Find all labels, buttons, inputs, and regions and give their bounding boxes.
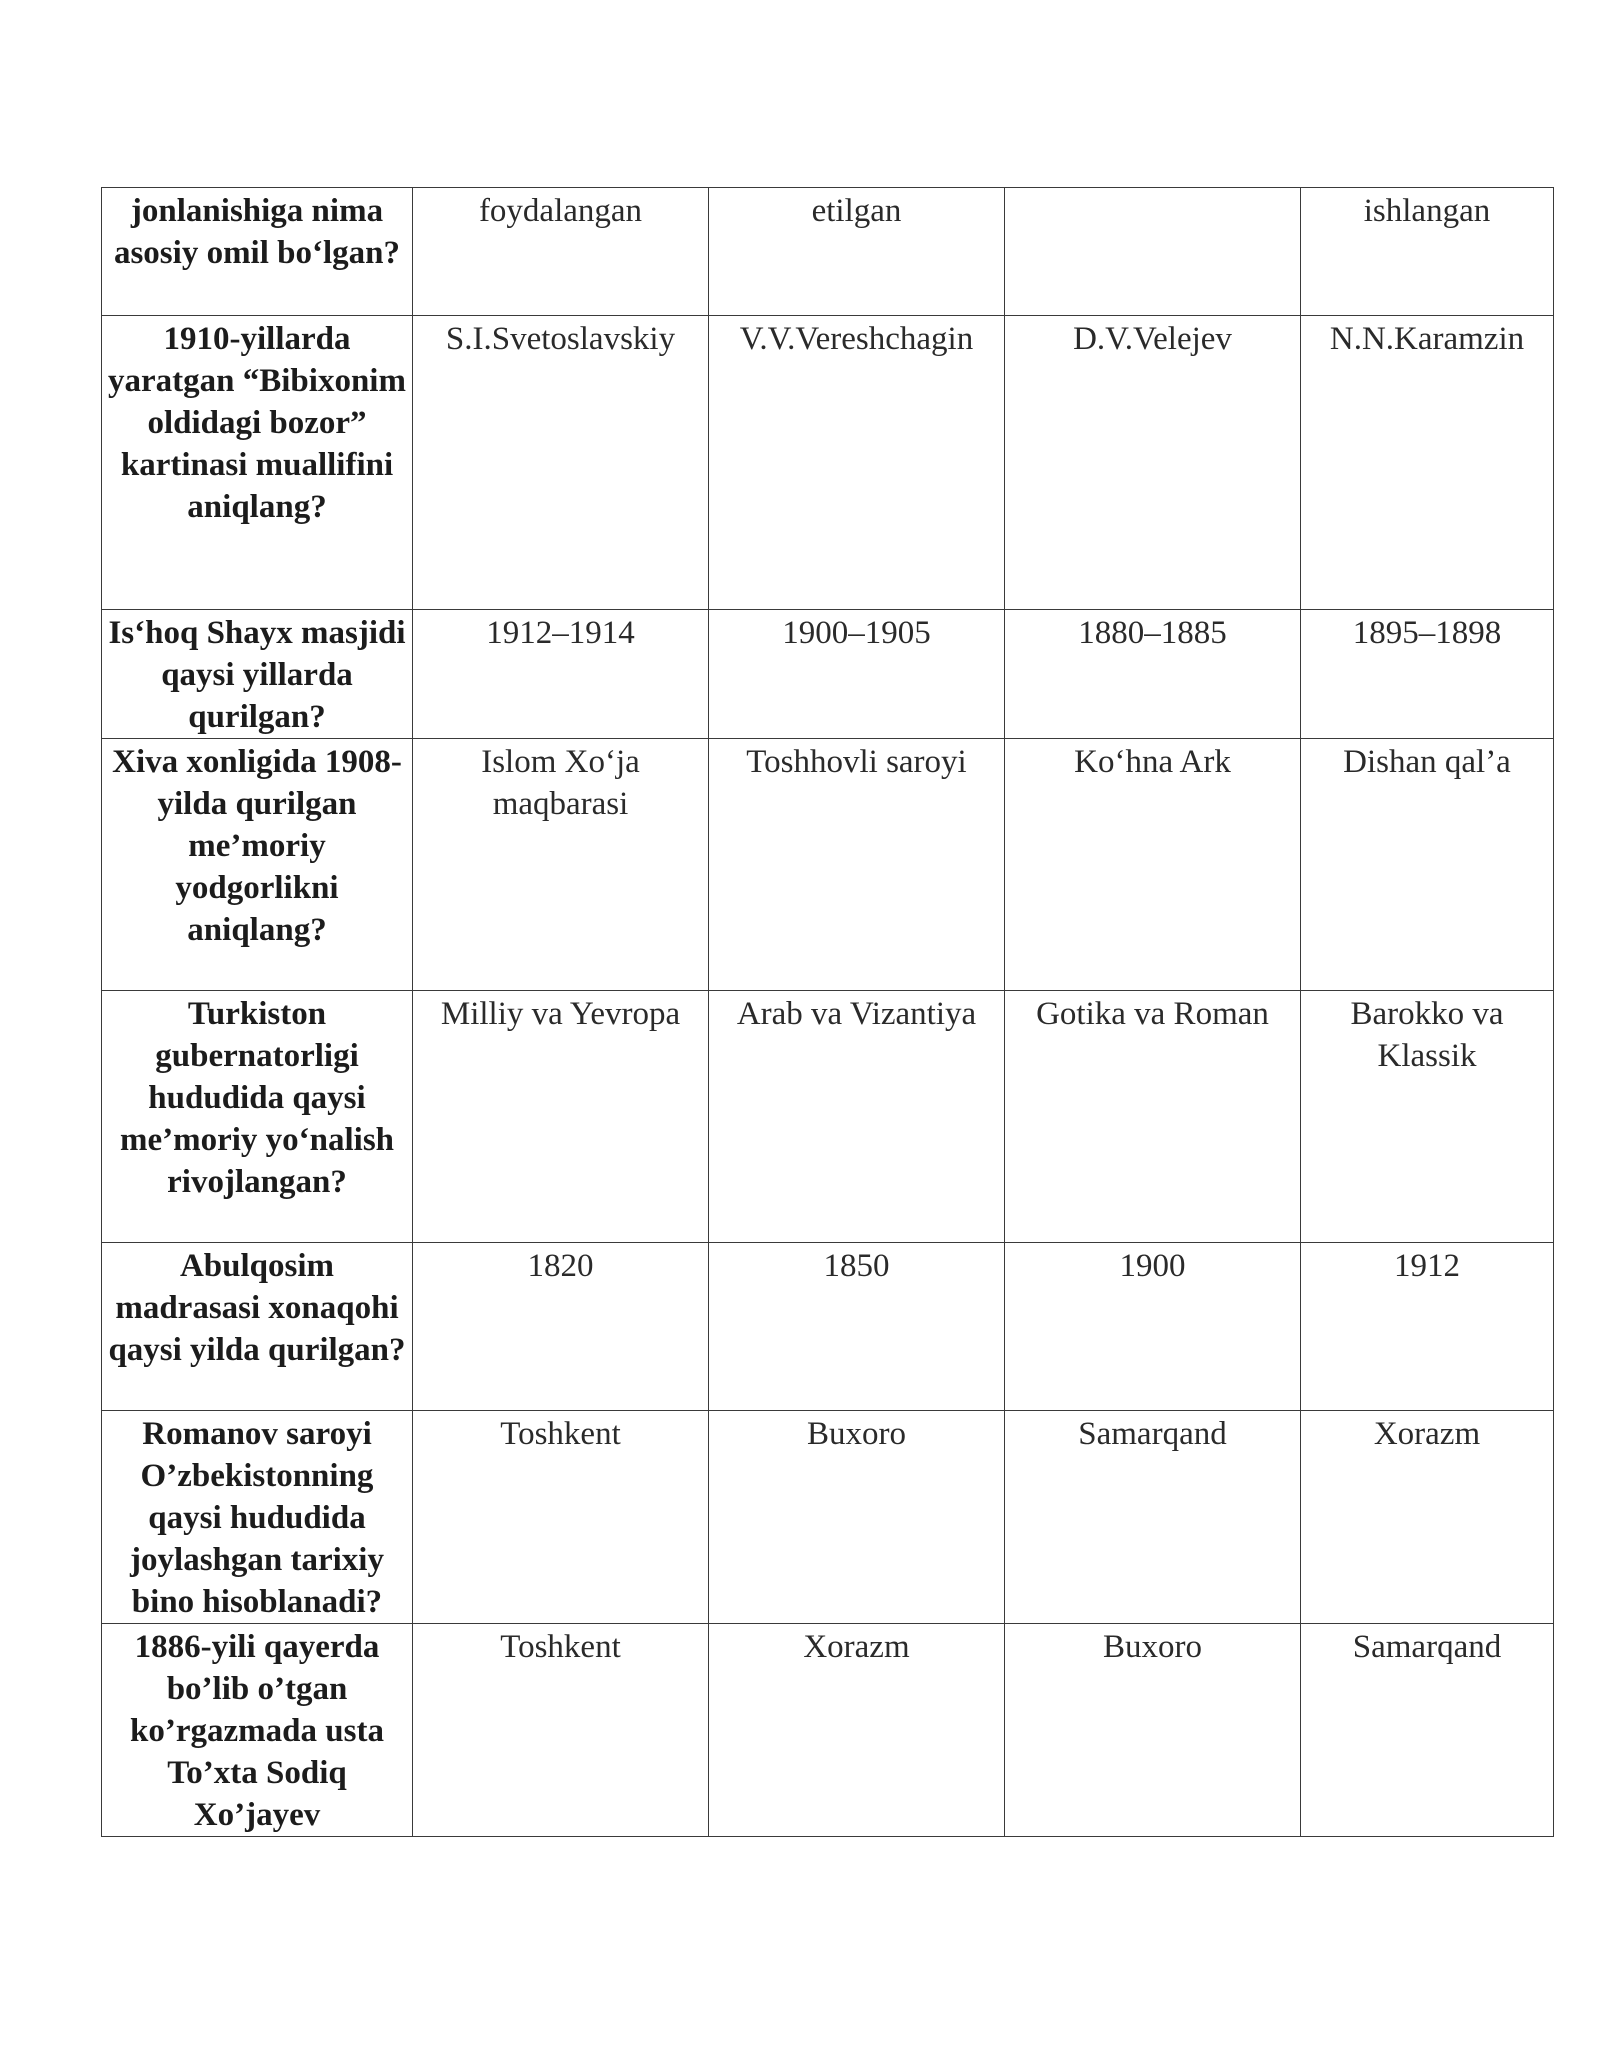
answer-c-cell: Gotika va Roman <box>1005 991 1301 1243</box>
answer-d-cell: Barokko va Klassik <box>1301 991 1554 1243</box>
answer-a-cell: Milliy va Yevropa <box>413 991 709 1243</box>
question-cell: jonlanishiga nima asosiy omil bo‘lgan? <box>102 188 413 316</box>
answer-b-cell: 1900–1905 <box>709 610 1005 739</box>
table-row <box>102 739 1554 991</box>
answer-d-cell: Xorazm <box>1301 1411 1554 1624</box>
answer-a-cell: 1912–1914 <box>413 610 709 739</box>
answer-b-cell: etilgan <box>709 188 1005 316</box>
question-cell: Romanov saroyi O’zbekistonning qaysi hududida joylashgan tarixiy bino hisoblanadi? <box>102 1411 413 1624</box>
table-row <box>102 1624 1554 1837</box>
answer-a-cell: Toshkent <box>413 1411 709 1624</box>
table-row <box>102 610 1554 739</box>
table-row <box>102 188 1554 316</box>
answer-b-cell: Toshhovli saroyi <box>709 739 1005 991</box>
answer-b-cell: Arab va Vizantiya <box>709 991 1005 1243</box>
answer-a-cell: foydalangan <box>413 188 709 316</box>
answer-d-cell: 1895–1898 <box>1301 610 1554 739</box>
question-cell: Is‘hoq Shayx masjidi qaysi yillarda qurilgan? <box>102 610 413 739</box>
answer-c-cell: Buxoro <box>1005 1624 1301 1837</box>
answer-c-cell: Samarqand <box>1005 1411 1301 1624</box>
answer-c-cell: D.V.Velejev <box>1005 316 1301 610</box>
answer-a-cell: Toshkent <box>413 1624 709 1837</box>
answer-c-cell: Ko‘hna Ark <box>1005 739 1301 991</box>
question-cell: Xiva xonligida 1908-yilda qurilgan me’moriy yodgorlikni aniqlang? <box>102 739 413 991</box>
answer-d-cell: 1912 <box>1301 1243 1554 1411</box>
question-cell: Turkiston gubernatorligi hududida qaysi me’moriy yo‘nalish rivojlangan? <box>102 991 413 1243</box>
answer-c-cell: 1900 <box>1005 1243 1301 1411</box>
answer-a-cell: S.I.Svetoslavskiy <box>413 316 709 610</box>
answer-c-cell: 1880–1885 <box>1005 610 1301 739</box>
answer-b-cell: Buxoro <box>709 1411 1005 1624</box>
answer-b-cell: 1850 <box>709 1243 1005 1411</box>
answer-d-cell: Samarqand <box>1301 1624 1554 1837</box>
answer-d-cell: Dishan qal’a <box>1301 739 1554 991</box>
question-cell: 1910-yillarda yaratgan “Bibixonim oldidagi bozor” kartinasi muallifini aniqlang? <box>102 316 413 610</box>
table-row <box>102 1243 1554 1411</box>
answer-a-cell: 1820 <box>413 1243 709 1411</box>
table-row <box>102 316 1554 610</box>
question-cell: 1886-yili qayerda bo’lib o’tgan ko’rgazmada usta To’xta Sodiq Xo’jayev <box>102 1624 413 1837</box>
question-cell: Abulqosim madrasasi xonaqohi qaysi yilda qurilgan? <box>102 1243 413 1411</box>
answer-a-cell: Islom Xo‘ja maqbarasi <box>413 739 709 991</box>
answer-d-cell: ishlangan <box>1301 188 1554 316</box>
quiz-table <box>101 187 1554 1837</box>
answer-d-cell: N.N.Karamzin <box>1301 316 1554 610</box>
answer-c-cell <box>1005 188 1301 316</box>
table-row <box>102 991 1554 1243</box>
answer-b-cell: Xorazm <box>709 1624 1005 1837</box>
answer-b-cell: V.V.Vereshchagin <box>709 316 1005 610</box>
table-row <box>102 1411 1554 1624</box>
